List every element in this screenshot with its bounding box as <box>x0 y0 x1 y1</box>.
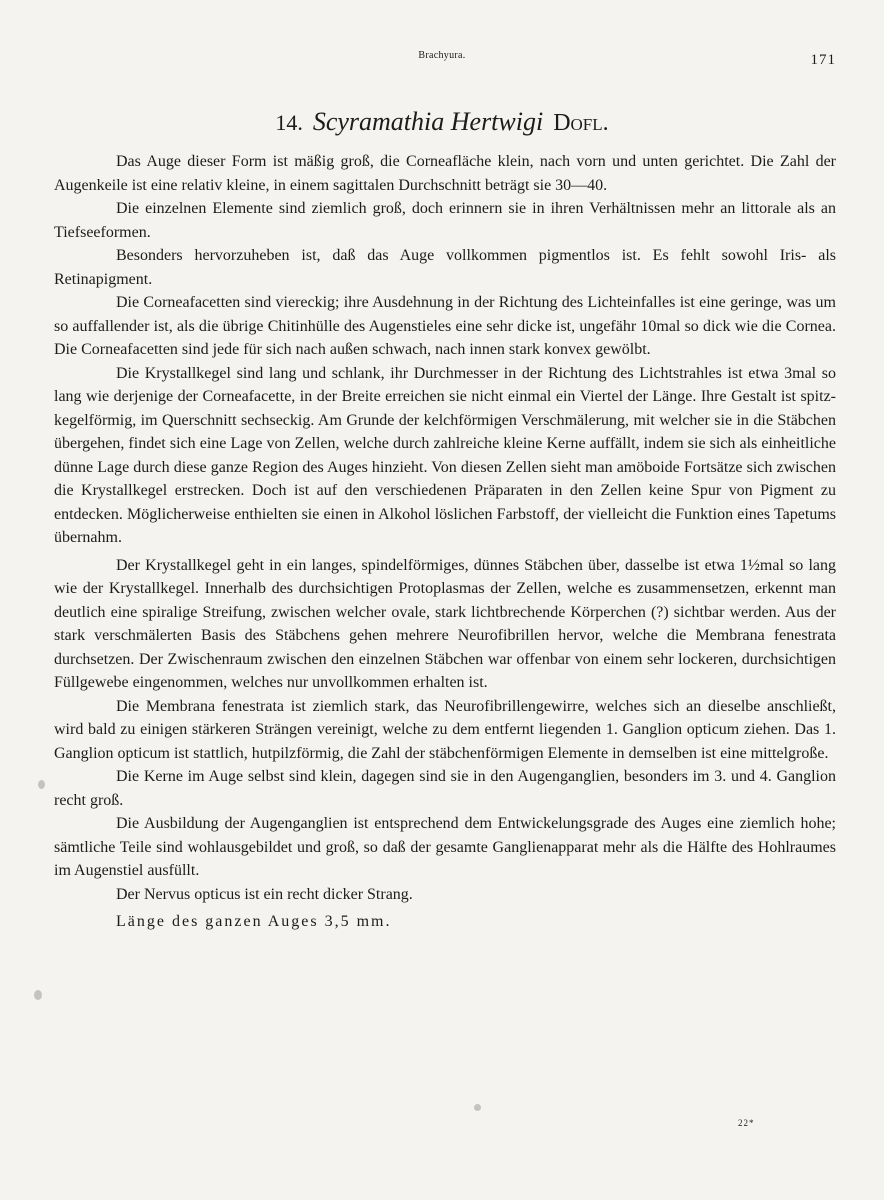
paragraph-eye-length: Länge des ganzen Auges 3,5 mm. <box>116 913 392 930</box>
paragraph: Die einzelnen Elemente sind ziemlich groß, doch erinnern sie in ihren Verhältnissen mehr an littorale als an Tiefseeformen. <box>54 200 836 241</box>
paragraph: Die Membrana fenestrata ist ziemlich stark, das Neurofibrillengewirre, welches sich an dieselbe anschließt, wird bald zu einigen stärkeren Strängen vereinigt, welche zu dem entfernt liegenden 1. Ganglion opticum ziehen. Das 1. Ganglion opticum ist stattlich, hutpilzförmig, die Zahl der stäbchenförmigen Elemente in demselben ist eine mittelgroße. <box>54 697 836 762</box>
scan-speck <box>474 1104 481 1111</box>
paragraph: Die Krystallkegel sind lang und schlank, ihr Durchmesser in der Richtung des Lichtstrahles ist etwa 3mal so lang wie derjenige der Corneafacette, in der Breite erreichen sie nicht einmal ein Viertel der Länge. Ihre Gestalt ist spitz-kegelförmig, im Querschnitt sechseckig. Am Grunde der kelchförmigen Verschmälerung, mit welcher sie in die Stäbchen übergehen, findet sich eine Lage von Zellen, welche durch zahlreiche kleine Kerne auffällt, indem sie sich als einheitliche dünne Lage durch diese ganze Region des Auges hinzieht. Von diesen Zellen sieht man amöboide Fortsätze sich zwischen die Krystallkegel erstrecken. Doch ist auf den verschiedenen Präparaten in den Zellen keine Spur von Pigment zu entdecken. Möglicherweise enthielten sie einen in Alkohol löslichen Farbstoff, der vielleicht die Funktion eines Tapetums übernahm. <box>54 364 836 546</box>
section-number: 14. <box>275 110 303 135</box>
paragraph: Die Ausbildung der Augenganglien ist entsprechend dem Entwickelungsgrade des Auges eine ziemlich hohe; sämtliche Teile sind wohlausgebildet und groß, so daß der gesamte Ganglienapparat mehr als die Hälfte des Hohlraumes im Augenstiel ausfüllt. <box>54 815 836 879</box>
species-name: Scyramathia Hertwigi <box>312 107 544 136</box>
section-heading <box>0 106 884 139</box>
scan-speck <box>38 780 45 789</box>
body-text <box>54 150 836 934</box>
species-author: Dofl. <box>553 110 609 136</box>
paragraph: Die Kerne im Auge selbst sind klein, dagegen sind sie in den Augenganglien, besonders im 3. und 4. Ganglion recht groß. <box>54 768 836 809</box>
signature-mark: 22* <box>738 1118 755 1128</box>
paragraph: Der Krystallkegel geht in ein langes, spindelförmiges, dünnes Stäbchen über, dasselbe ist etwa 1½mal so lang wie der Krystallkegel. Innerhalb des durchsichtigen Protoplasmas der Zellen, welche es zusammensetzen, erkennt man deutlich eine spiralige Streifung, zwischen welcher ovale, stark lichtbrechende Körperchen (?) sichtbar werden. Aus der stark verschmälerten Basis des Stäbchens gehen mehrere Neurofibrillen hervor, welche die Membrana fenestrata durchsetzen. Der Zwischenraum zwischen den einzelnen Stäbchen war offenbar von einem sehr lockeren, durchsichtigen Füllgewebe eingenommen, welches nur unvollkommen erhalten ist. <box>54 556 836 691</box>
page-number: 171 <box>810 52 836 68</box>
paragraph: Das Auge dieser Form ist mäßig groß, die Corneafläche klein, nach vorn und unten gerichtet. Die Zahl der Augenkeile ist eine relativ kleine, in einem sagittalen Durchschnitt beträgt sie 30—40. <box>54 153 836 194</box>
running-title: Brachyura. <box>418 50 466 61</box>
paragraph: Besonders hervorzuheben ist, daß das Auge vollkommen pigmentlos ist. Es fehlt sowohl Iris- als Retinapigment. <box>54 247 836 288</box>
paragraph: Die Corneafacetten sind viereckig; ihre Ausdehnung in der Richtung des Lichteinfalles ist eine geringe, was um so auffallender ist, als die übrige Chitinhülle des Augenstieles eine sehr dicke ist, ungefähr 10mal so dick wie die Cornea. Die Corneafacetten sind jede für sich nach außen schwach, nach innen stark konvex gewölbt. <box>54 294 836 358</box>
paragraph: Der Nervus opticus ist ein recht dicker Strang. <box>116 885 413 903</box>
scan-speck <box>34 990 42 1000</box>
